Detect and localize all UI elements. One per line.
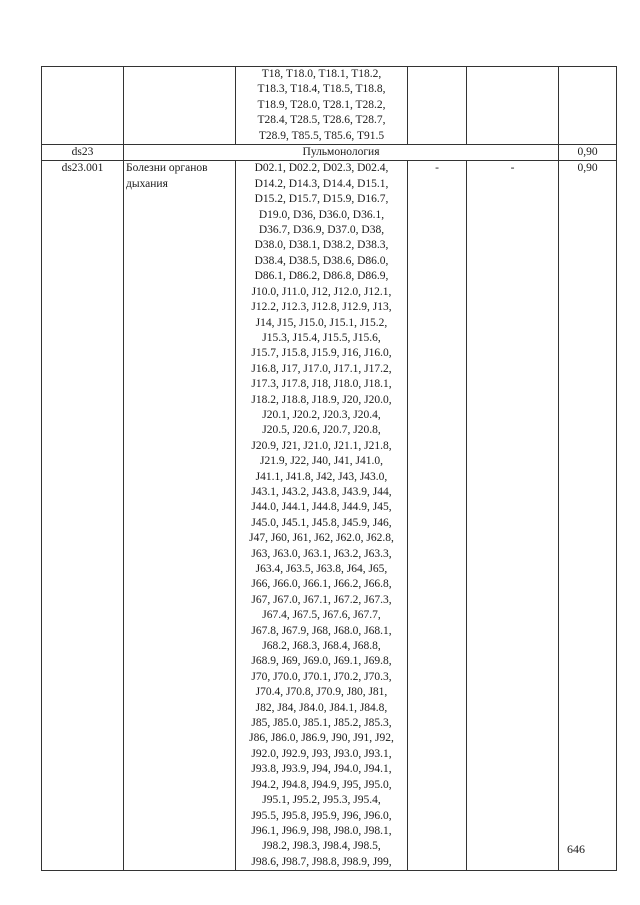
- item-name: Болезни органов дыхания: [124, 161, 236, 871]
- icd-code-line: D36.7, D36.9, D37.0, D38,: [258, 224, 385, 237]
- group-row: [42, 145, 617, 161]
- icd-code-line: J45.0, J45.1, J45.8, J45.9, J46,: [251, 516, 392, 529]
- icd-code-line: J18.2, J18.8, J18.9, J20, J20.0,: [251, 393, 392, 406]
- icd-code-line: D19.0, D36, D36.0, D36.1,: [258, 208, 385, 221]
- item-coefficient: 0,90: [559, 161, 617, 871]
- continuation-col4-cell: [408, 67, 467, 145]
- icd-code-line: J93.8, J93.9, J94, J94.0, J94.1,: [251, 763, 392, 776]
- icd-code-line: J44.0, J44.1, J44.8, J44.9, J45,: [251, 501, 392, 514]
- icd-code-line: J10.0, J11.0, J12, J12.0, J12.1,: [251, 285, 392, 298]
- page-number: 646: [567, 842, 585, 856]
- icd-code-line: J96.1, J96.9, J98, J98.0, J98.1,: [251, 824, 392, 837]
- icd-code-line: J41.1, J41.8, J42, J43, J43.0,: [255, 470, 388, 483]
- continuation-code-cell: [42, 67, 124, 145]
- icd-code-line: J67.4, J67.5, J67.6, J67.7,: [262, 609, 381, 622]
- icd-code-line: J21.9, J22, J40, J41, J41.0,: [259, 455, 383, 468]
- icd-code-line: D38.4, D38.5, D38.6, D86.0,: [254, 254, 389, 267]
- icd-code-line: T18, T18.0, T18.1, T18.2,: [261, 68, 382, 80]
- icd-code-line: D02.1, D02.2, D02.3, D02.4,: [254, 162, 389, 175]
- icd-code-line: J92.0, J92.9, J93, J93.0, J93.1,: [251, 747, 392, 760]
- icd-code-line: J63.4, J63.5, J63.8, J64, J65,: [255, 563, 388, 575]
- icd-code-line: J95.5, J95.8, J95.9, J96, J96.0,: [251, 809, 392, 822]
- icd-code-line: J63, J63.0, J63.1, J63.2, J63.3,: [251, 547, 392, 560]
- group-code: ds23: [42, 145, 124, 161]
- continuation-coef-cell: [559, 67, 617, 145]
- icd-code-line: J15.3, J15.4, J15.5, J15.6,: [262, 331, 381, 344]
- icd-code-line: J68.9, J69, J69.0, J69.1, J69.8,: [251, 655, 392, 668]
- item-col5: -: [467, 161, 559, 871]
- icd-code-line: D86.1, D86.2, D86.8, D86.9,: [254, 270, 389, 283]
- continuation-row: [42, 67, 617, 145]
- icd-code-line: J82, J84, J84.0, J84.1, J84.8,: [255, 701, 388, 714]
- group-coefficient: 0,90: [559, 145, 617, 161]
- continuation-col5-cell: [467, 67, 559, 145]
- icd-code-line: T28.9, T85.5, T85.6, T91.5: [258, 129, 385, 142]
- icd-code-line: J43.1, J43.2, J43.8, J43.9, J44,: [251, 485, 392, 498]
- item-icd-codes: [236, 161, 408, 871]
- icd-code-line: J94.2, J94.8, J94.9, J95, J95.0,: [251, 778, 392, 791]
- item-col4: -: [408, 161, 467, 871]
- icd-code-line: D38.0, D38.1, D38.2, D38.3,: [254, 239, 389, 252]
- icd-code-line: J20.9, J21, J21.0, J21.1, J21.8,: [251, 439, 392, 452]
- icd-code-line: J67, J67.0, J67.1, J67.2, J67.3,: [251, 593, 392, 606]
- icd-code-line: J98.6, J98.7, J98.8, J98.9, J99,: [251, 855, 392, 868]
- icd-code-line: T28.4, T28.5, T28.6, T28.7,: [257, 114, 386, 127]
- icd-code-line: J16.8, J17, J17.0, J17.1, J17.2,: [251, 362, 392, 375]
- icd-code-line: T18.9, T28.0, T28.1, T28.2,: [257, 98, 386, 111]
- icd-code-line: J47, J60, J61, J62, J62.0, J62.8,: [249, 532, 394, 545]
- group-title: Пульмонология: [124, 145, 559, 161]
- tariff-table: [41, 66, 617, 871]
- icd-code-line: J70.4, J70.8, J70.9, J80, J81,: [255, 686, 388, 699]
- icd-code-line: J20.5, J20.6, J20.7, J20.8,: [262, 424, 381, 437]
- icd-code-line: J85, J85.0, J85.1, J85.2, J85.3,: [251, 717, 392, 730]
- item-code: ds23.001: [42, 161, 124, 871]
- icd-code-line: D14.2, D14.3, D14.4, D15.1,: [254, 177, 389, 190]
- icd-code-line: J98.2, J98.3, J98.4, J98.5,: [262, 840, 381, 853]
- icd-code-line: J14, J15, J15.0, J15.1, J15.2,: [255, 316, 388, 329]
- icd-code-line: D15.2, D15.7, D15.9, D16.7,: [254, 193, 389, 206]
- icd-code-line: J67.8, J67.9, J68, J68.0, J68.1,: [251, 624, 392, 637]
- icd-code-line: J95.1, J95.2, J95.3, J95.4,: [262, 794, 381, 807]
- icd-code-line: J20.1, J20.2, J20.3, J20.4,: [262, 408, 381, 421]
- icd-code-line: J68.2, J68.3, J68.4, J68.8,: [262, 640, 381, 653]
- continuation-icd-codes: [236, 67, 408, 145]
- icd-code-line: J15.7, J15.8, J15.9, J16, J16.0,: [251, 347, 392, 360]
- icd-code-line: J12.2, J12.3, J12.8, J12.9, J13,: [251, 301, 392, 314]
- icd-code-line: T18.3, T18.4, T18.5, T18.8,: [257, 83, 386, 96]
- continuation-name-cell: [124, 67, 236, 145]
- icd-code-line: J66, J66.0, J66.1, J66.2, J66.8,: [251, 578, 392, 591]
- icd-code-line: J86, J86.0, J86.9, J90, J91, J92,: [249, 732, 394, 745]
- item-row: [42, 161, 617, 871]
- icd-code-line: J17.3, J17.8, J18, J18.0, J18.1,: [251, 378, 392, 391]
- icd-code-line: J70, J70.0, J70.1, J70.2, J70.3,: [251, 670, 392, 683]
